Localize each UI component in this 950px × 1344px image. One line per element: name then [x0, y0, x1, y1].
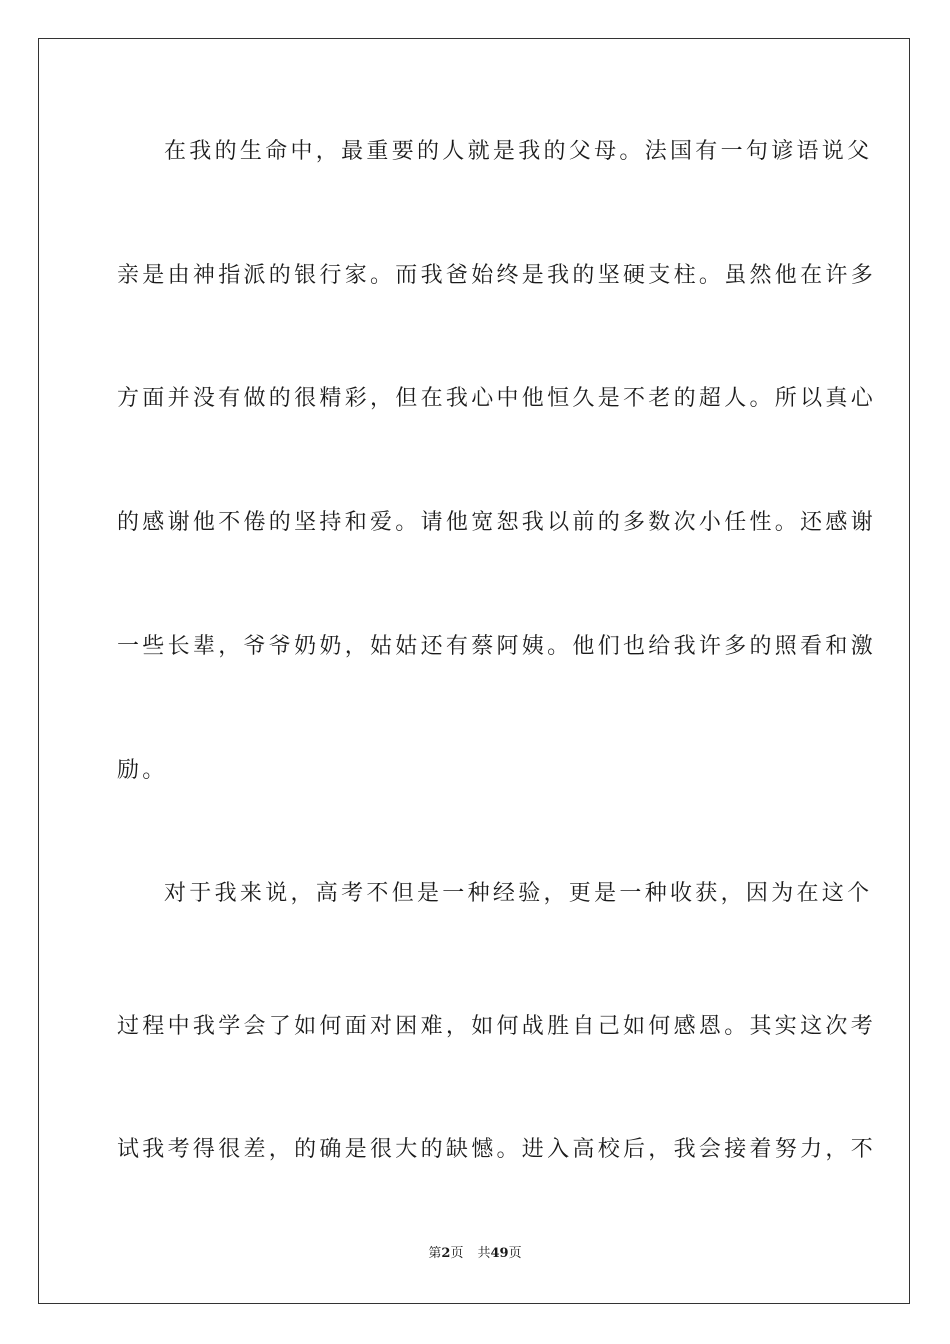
page-footer [0, 1245, 950, 1263]
page-border [38, 38, 910, 1304]
total-pages: 49 [490, 1246, 509, 1261]
text-line: 过程中我学会了如何面对困难，如何战胜自己如何感恩。其实这次考 [117, 1014, 877, 1039]
page-number: 2 [441, 1246, 451, 1261]
text-line: 在我的生命中，最重要的人就是我的父母。法国有一句谚语说父 [164, 139, 873, 164]
text-line: 一些长辈，爷爷奶奶，姑姑还有蔡阿姨。他们也给我许多的照看和激 [117, 634, 877, 659]
text-line: 的感谢他不倦的坚持和爱。请他宽恕我以前的多数次小任性。还感谢 [117, 510, 877, 535]
total-suffix: 页 [508, 1246, 522, 1261]
text-line: 励。 [117, 758, 168, 783]
page-suffix: 页 [450, 1246, 464, 1261]
page-prefix: 第 [428, 1246, 442, 1261]
text-line: 试我考得很差，的确是很大的缺憾。进入高校后，我会接着努力，不 [117, 1137, 877, 1162]
text-line: 对于我来说，高考不但是一种经验，更是一种收获，因为在这个 [164, 881, 873, 906]
text-line: 亲是由神指派的银行家。而我爸始终是我的坚硬支柱。虽然他在许多 [117, 263, 877, 288]
text-line: 方面并没有做的很精彩，但在我心中他恒久是不老的超人。所以真心 [117, 386, 877, 411]
total-prefix: 共 [477, 1246, 491, 1261]
